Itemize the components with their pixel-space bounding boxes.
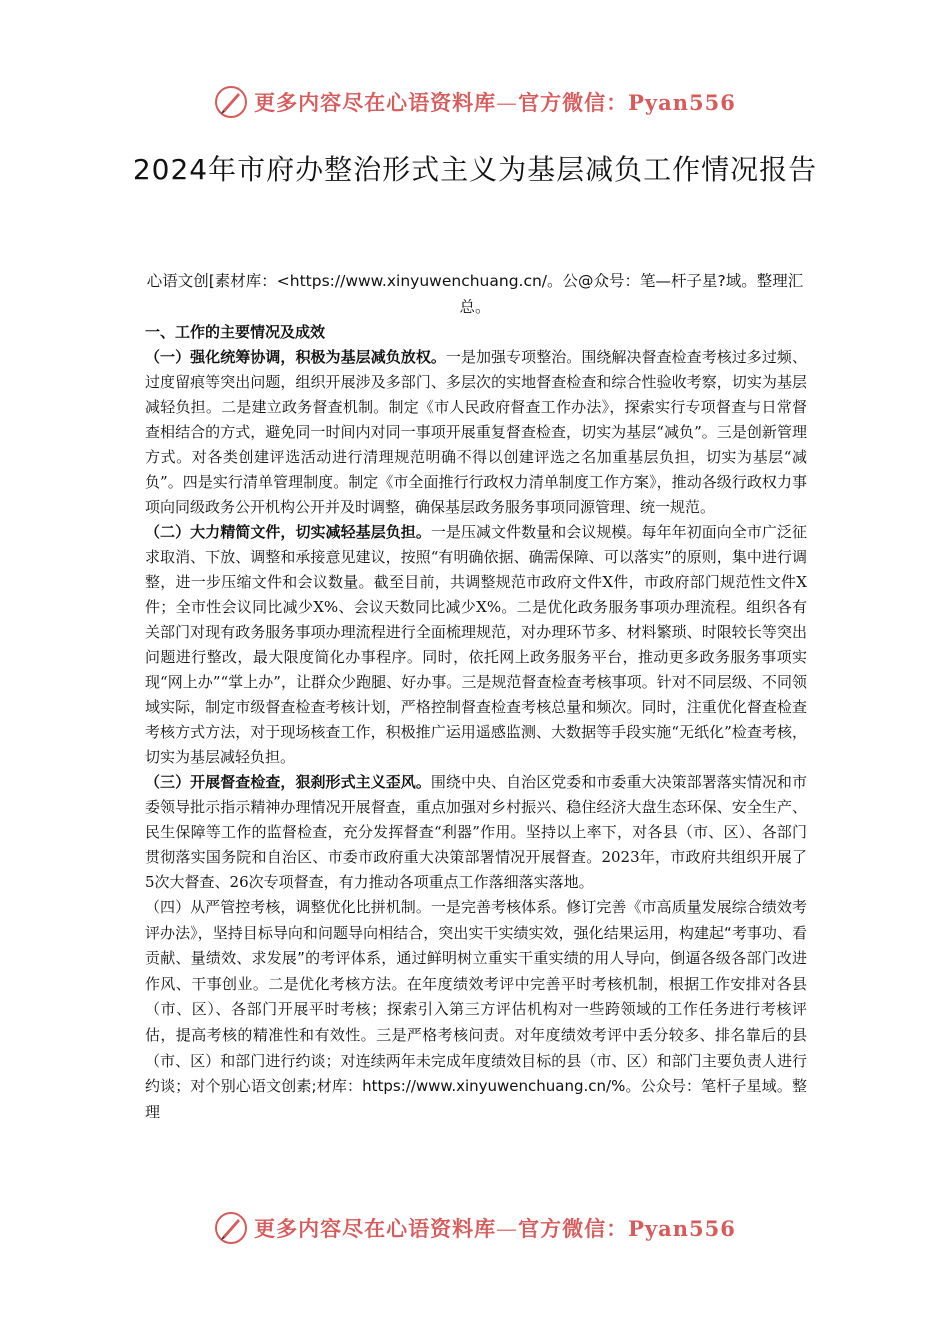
watermark-text: 更多内容尽在心语资料库—官方微信：Pyan556 — [254, 90, 736, 115]
paragraph-2-heading: （二）大力精简文件，切实减轻基层负担。 — [145, 523, 431, 541]
paragraph-1 — [145, 345, 807, 520]
watermark-banner-bottom — [0, 1208, 950, 1248]
paragraph-3-body: 围绕中央、自治区党委和市委重大决策部署落实情况和市委领导批示指示精神办理情况开展督查，重点加强对乡村振兴、稳住经济大盘生态环保、安全生产、民生保障等工作的监督检查，充分发挥督查“利器”作用。坚持以上率下，对各县（市、区）、各部门贯彻落实国务院和自治区、市委市政府重大决策部署情况开展督查。2023年，市政府共组织开展了5次大督查、26次专项督查，有力推动各项重点工作落细落实落地。 — [145, 773, 807, 891]
paragraph-1-heading: （一）强化统筹协调，积极为基层减负放权。 — [145, 348, 446, 366]
paragraph-2-body: 一是压减文件数量和会议规模。每年年初面向全市广泛征求取消、下放、调整和承接意见建议，按照“有明确依据、确需保障、可以落实”的原则，集中进行调整，进一步压缩文件和会议数量。截至目前，共调整规范市政府文件X件，市政府部门规范性文件X件；全市性会议同比减少X%、会议天数同比减少X%。二是优化政务服务事项办理流程。组织各有关部门对现有政务服务事项办理流程进行全面梳理规范，对办理环节多、材料繁琐、时限较长等突出问题进行整改，最大限度简化办事程序。同时，依托网上政务服务平台，推动更多政务服务事项实现“网上办”“掌上办”，让群众少跑腿、好办事。三是规范督查检查考核事项。针对不同层级、不同领域实际，制定市级督查检查考核计划，严格控制督查检查考核总量和频次。同时，注重优化督查检查考核方式方法，对于现场核查工作，积极推广运用遥感监测、大数据等手段实施“无纸化”检查考核，切实为基层减轻负担。 — [145, 523, 807, 766]
section-heading: 一、工作的主要情况及成效 — [145, 323, 326, 341]
source-note: 心语文创[素材库：<https://www.xinyuwenchuang.cn/。公@众号：笔—杆子星?域。整理汇总。 — [146, 272, 804, 316]
paragraph-1-body: 一是加强专项整治。围绕解决督查检查考核过多过频、过度留痕等突出问题，组织开展涉及多部门、多层次的实地督查检查和综合性验收考察，切实为基层减轻负担。二是建立政务督查机制。制定《市人民政府督查工作办法》，探索实行专项督查与日常督查相结合的方式，避免同一时间内对同一事项开展重复督查检查，切实为基层“减负”。三是创新管理方式。对各类创建评选活动进行清理规范明确不得以创建评选之名加重基层负担，切实为基层“减负”。四是实行清单管理制度。制定《市全面推行行政权力清单制度工作方案》，推动各级行政权力事项向同级政务公开机构公开并及时调整，确保基层政务服务事项同源管理、统一规范。 — [145, 348, 807, 516]
paragraph-2 — [145, 520, 807, 770]
quill-logo-icon — [214, 85, 248, 119]
paragraph-4: （四）从严管控考核，调整优化比拼机制。一是完善考核体系。修订完善《市高质量发展综合绩效考评办法》，坚持目标导向和问题导向相结合，突出实干实绩实效，强化结果运用，构建起“考事功、看贡献、量绩效、求发展”的考评体系，通过鲜明树立重实干重实绩的用人导向，倒逼各级各部门改进作风、干事创业。二是优化考核方法。在年度绩效考评中完善平时考核机制，根据工作安排对各县（市、区）、各部门开展平时考核；探索引入第三方评估机构对一些跨领域的工作任务进行考核评估，提高考核的精准性和有效性。三是严格考核问责。对年度绩效考评中丢分较多、排名靠后的县（市、区）和部门进行约谈；对连续两年未完成年度绩效目标的县（市、区）和部门主要负责人进行约谈；对个别心语文创素;材库：https://www.xinyuwenchuang.cn/%。公众号：笔杆子星域。整理 — [145, 898, 807, 1121]
document-body — [145, 320, 807, 1125]
paragraph-3-heading: （三）开展督查检查，狠刹形式主义歪风。 — [145, 773, 431, 791]
watermark-banner-top — [0, 82, 950, 122]
document-title: 2024年市府办整治形式主义为基层减负工作情况报告 — [132, 153, 818, 186]
watermark-text: 更多内容尽在心语资料库—官方微信：Pyan556 — [254, 1216, 736, 1241]
paragraph-3 — [145, 770, 807, 895]
quill-logo-icon — [214, 1211, 248, 1245]
